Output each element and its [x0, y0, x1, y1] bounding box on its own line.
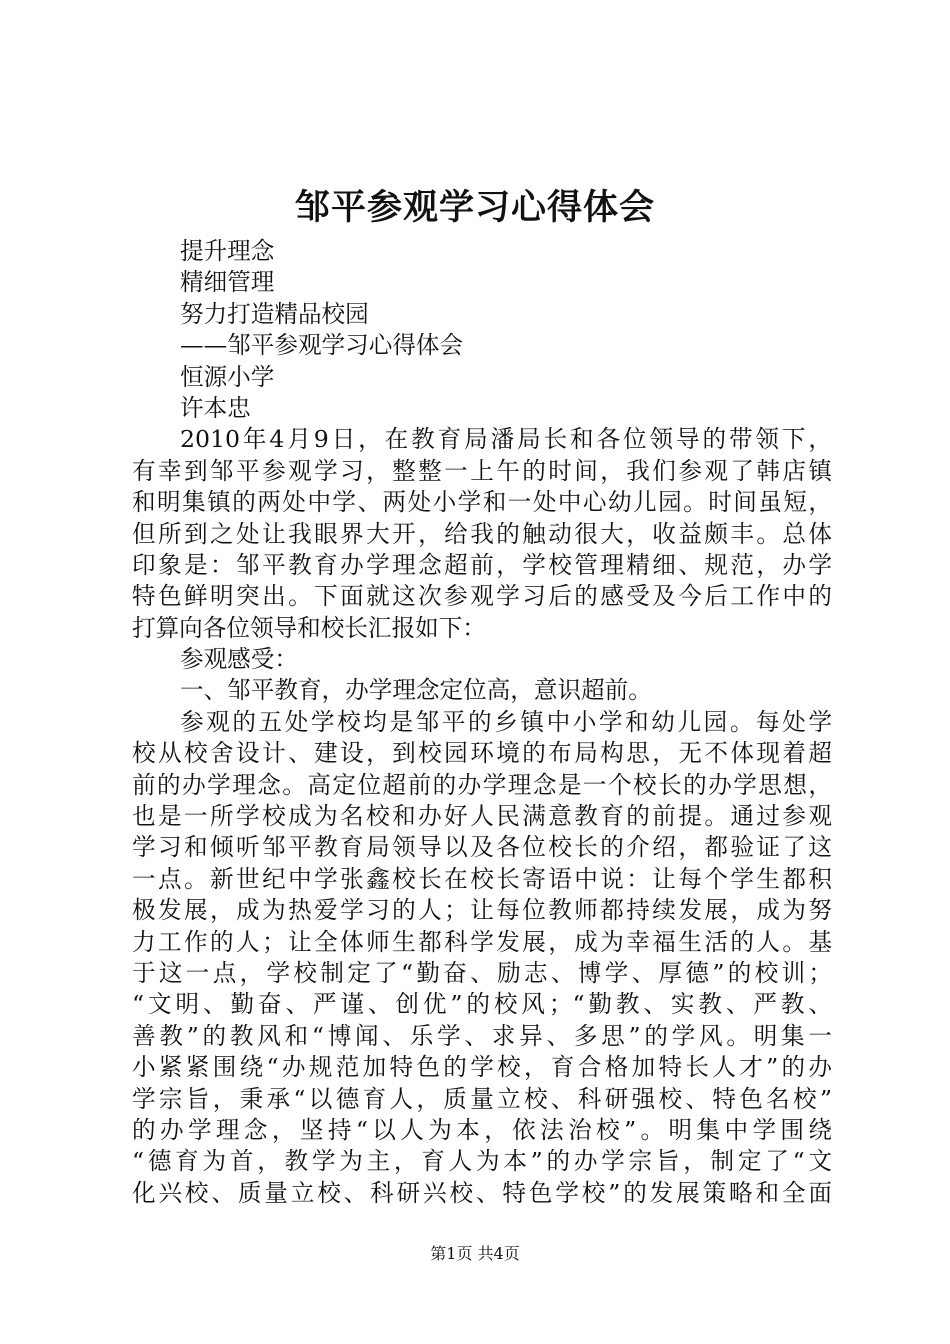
paragraph-line: 小紧紧围绕“办规范加特色的学校，育合格加特长人才”的办 — [132, 1053, 832, 1082]
paragraph-line: 于这一点，学校制定了“勤奋、励志、博学、厚德”的校训； — [132, 958, 832, 987]
section-heading: 一、邹平教育，办学理念定位高，意识超前。 — [180, 676, 652, 705]
paragraph-line: 2010年4月9日，在教育局潘局长和各位领导的带领下， — [180, 425, 832, 454]
paragraph-line: “德育为首，教学为主，育人为本”的办学宗旨，制定了“文 — [132, 1147, 832, 1176]
heading-line: 努力打造精品校园 — [180, 299, 369, 328]
paragraph-line: 前的办学理念。高定位超前的办学理念是一个校长的办学思想， — [132, 770, 832, 799]
heading-line: 提升理念 — [180, 237, 275, 265]
heading-line: 精细管理 — [180, 268, 275, 297]
paragraph-line: 特色鲜明突出。下面就这次参观学习后的感受及今后工作中的 — [132, 582, 832, 611]
heading-line: 许本忠 — [180, 393, 251, 422]
paragraph-line: 化兴校、质量立校、科研兴校、特色学校”的发展策略和全面 — [132, 1178, 832, 1207]
paragraph-line: 印象是：邹平教育办学理念超前，学校管理精细、规范，办学 — [132, 550, 832, 579]
paragraph-line: 力工作的人；让全体师生都科学发展，成为幸福生活的人。基 — [132, 927, 832, 956]
document-body — [132, 236, 832, 1209]
paragraph-line: 有幸到邹平参观学习，整整一上午的时间，我们参观了韩店镇 — [132, 456, 832, 485]
paragraph-line: “文明、勤奋、严谨、创优”的校风；“勤教、实教、严教、 — [132, 990, 832, 1019]
paragraph-line: 也是一所学校成为名校和办好人民满意教育的前提。通过参观 — [132, 802, 832, 831]
paragraph-line: 一点。新世纪中学张鑫校长在校长寄语中说：让每个学生都积 — [132, 864, 832, 893]
section-label: 参观感受： — [180, 645, 298, 674]
paragraph-line: 但所到之处让我眼界大开，给我的触动很大，收益颇丰。总体 — [132, 519, 832, 548]
paragraph-line: 善教”的教风和“博闻、乐学、求异、多思”的学风。明集一 — [132, 1021, 832, 1050]
page-number-footer: 第1页 共4页 — [430, 1244, 520, 1263]
paragraph-line: 的办学理念，坚持“以人为本，依法治校”。明集中学围绕 — [132, 1115, 832, 1144]
paragraph-line: 学习和倾听邹平教育局领导以及各位校长的介绍，都验证了这 — [132, 833, 832, 862]
heading-line: ——邹平参观学习心得体会 — [180, 331, 464, 360]
heading-line: 恒源小学 — [180, 362, 275, 391]
document-title: 邹平参观学习心得体会 — [294, 187, 655, 228]
paragraph-line: 和明集镇的两处中学、两处小学和一处中心幼儿园。时间虽短， — [132, 488, 832, 517]
paragraph-line: 参观的五处学校均是邹平的乡镇中小学和幼儿园。每处学 — [180, 707, 832, 736]
paragraph-line: 校从校舍设计、建设，到校园环境的布局构思，无不体现着超 — [132, 739, 832, 768]
paragraph-line: 打算向各位领导和校长汇报如下： — [132, 613, 486, 642]
paragraph-line: 极发展，成为热爱学习的人；让每位教师都持续发展，成为努 — [132, 896, 832, 925]
paragraph-line: 学宗旨，秉承“以德育人，质量立校、科研强校、特色名校” — [132, 1084, 832, 1113]
